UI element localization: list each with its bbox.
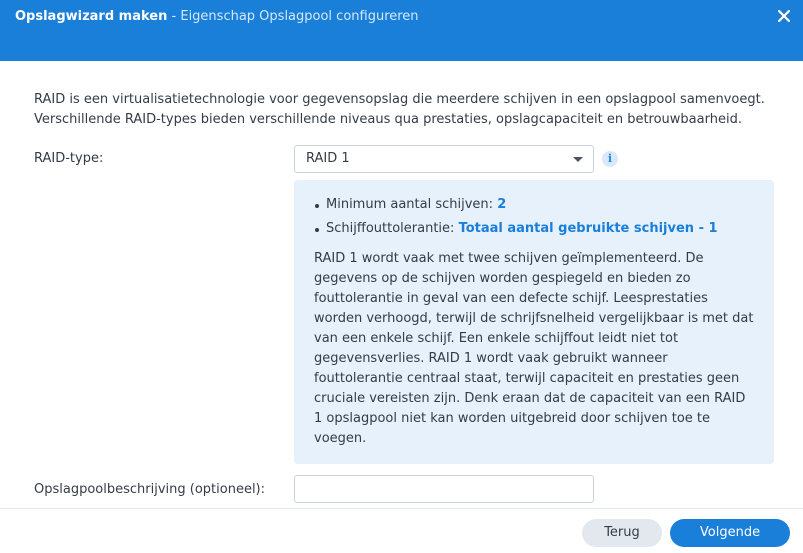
back-button[interactable]: Terug [582, 519, 662, 547]
raid-description: RAID 1 wordt vaak met twee schijven geïmplementeerd. De gegevens op de schijven worden gespiegeld en bieden zo fouttolerantie in geval van een defecte schijf. Leesprestaties worden verhoogd, terwijl de schrijfsnelheid vergelijkbaar is met dat van een enkele schijf. Een enkele schijffout leidt niet tot gegevensverlies. RAID 1 wordt vaak gebruikt wanneer fouttolerantie centraal staat, terwijl capaciteit en prestaties geen cruciale vereisten zijn. Denk eraan dat de capaciteit van een RAID 1 opslagpool niet kan worden uitgebreid door schijven toe te voegen. [314, 251, 754, 446]
min-disks-value: 2 [497, 197, 507, 212]
title-separator: - [171, 9, 177, 24]
dialog-subtitle: Eigenschap Opslagpool configureren [180, 9, 419, 24]
raid-info-list [314, 195, 754, 243]
fault-tolerance-item [314, 219, 754, 243]
info-icon[interactable]: i [602, 151, 618, 167]
close-icon[interactable] [775, 7, 793, 25]
pool-description-input[interactable] [294, 475, 594, 503]
app-title: Opslagwizard maken [15, 9, 168, 24]
dialog-body [0, 61, 803, 508]
next-button[interactable]: Volgende [670, 519, 790, 547]
raid-type-select[interactable] [294, 145, 594, 173]
raid-info-panel [294, 180, 774, 464]
intro-text: RAID is een virtualisatietechnologie voor gegevensopslag die meerdere schijven in een opslagpool samenvoegt. Verschillende RAID-types bieden verschillende niveaus qua prestaties, opslagcapaciteit en betrouwbaarheid. [34, 92, 765, 127]
raid-type-label: RAID-type: [34, 151, 104, 166]
dialog-footer [0, 508, 803, 553]
raid-type-value: RAID 1 [306, 151, 350, 166]
chevron-down-icon [573, 157, 583, 162]
min-disks-item [314, 195, 754, 219]
pool-description-label: Opslagpoolbeschrijving (optioneel): [34, 482, 266, 497]
min-disks-label: Minimum aantal schijven: [326, 197, 494, 212]
fault-tolerance-label: Schijffouttolerantie: [326, 221, 455, 236]
fault-tolerance-value: Totaal aantal gebruikte schijven - 1 [458, 221, 718, 236]
dialog-header [0, 0, 803, 61]
dialog-title [15, 9, 419, 24]
